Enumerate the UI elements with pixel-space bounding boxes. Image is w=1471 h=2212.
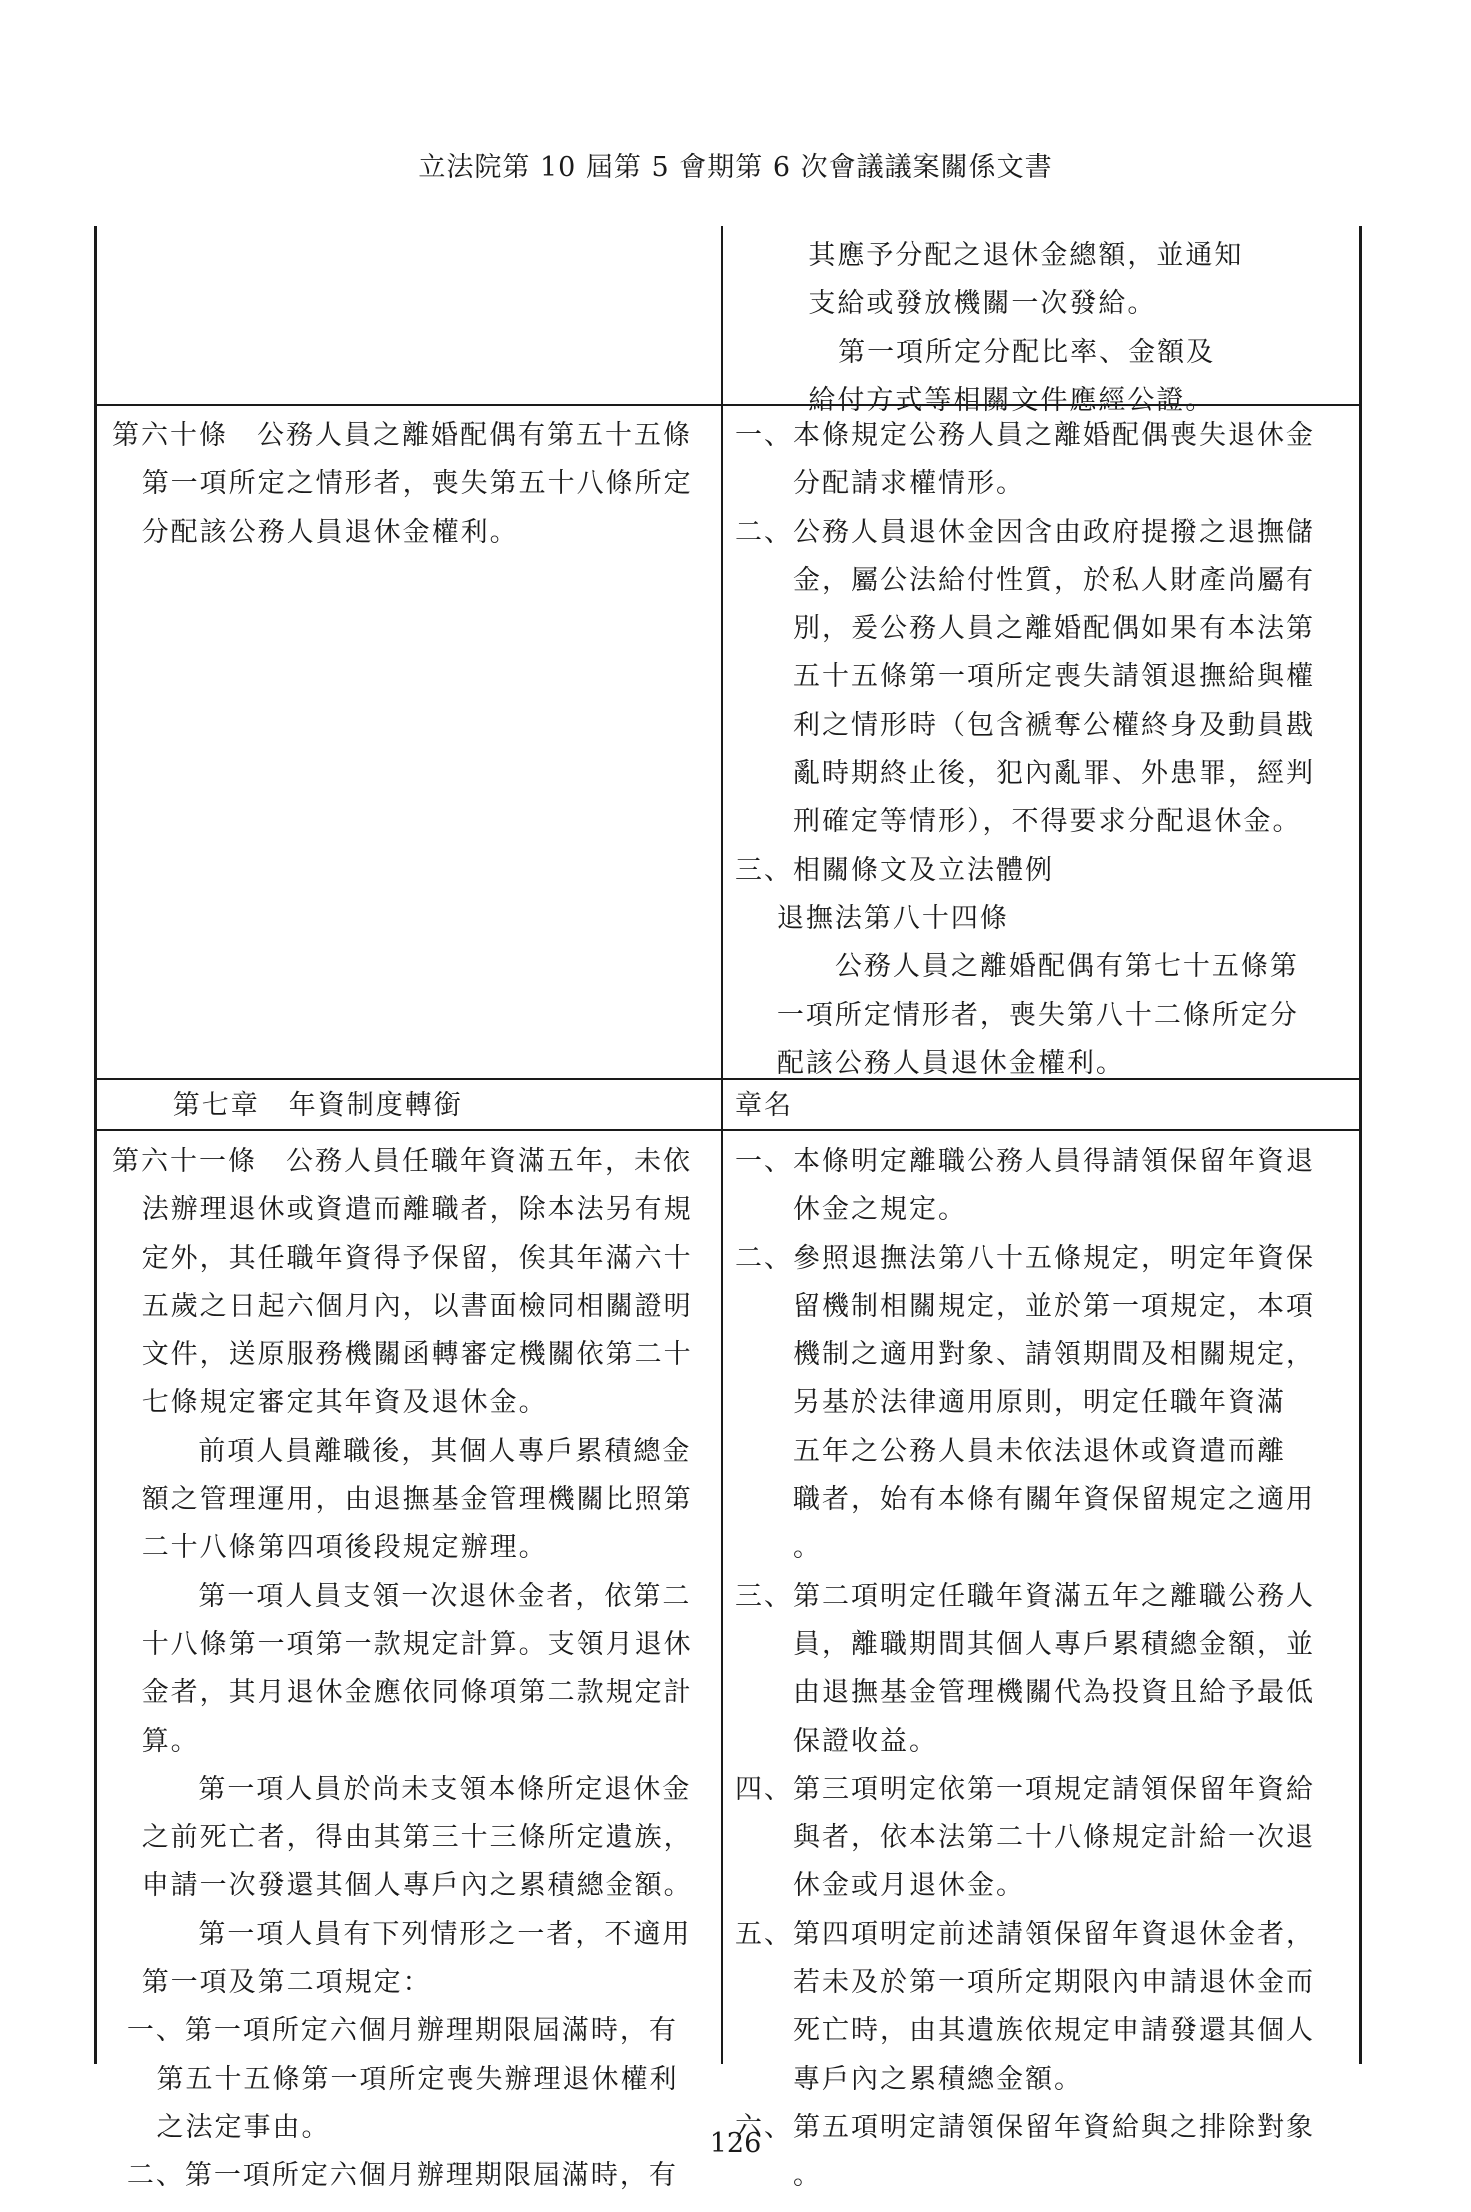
text-line: 休金或月退休金。	[793, 1870, 1026, 1902]
text-line: 五歲之日起六個月內，以書面檢同相關證明	[141, 1290, 693, 1322]
text-line: 職者，始有本條有關年資保留規定之適用	[793, 1484, 1316, 1516]
text-line: 第一項所定之情形者，喪失第五十八條所定	[141, 468, 693, 500]
text-line: 專戶內之累積總金額。	[793, 2063, 1084, 2095]
text-line: 一、本條規定公務人員之離婚配偶喪失退休金	[735, 420, 1315, 451]
text-line: 一項所定情形者，喪失第八十二條所定分	[776, 999, 1299, 1031]
text-line: 由退撫基金管理機關代為投資且給予最低	[793, 1677, 1316, 1709]
text-line: 刑確定等情形），不得要求分配退休金。	[793, 806, 1302, 838]
text-line: 之法定事由。	[156, 2111, 331, 2143]
text-line: 第一項及第二項規定：	[141, 1967, 432, 1999]
text-line: 若未及於第一項所定期限內申請退休金而	[793, 1967, 1316, 1999]
text-line: 分配請求權情形。	[793, 468, 1026, 500]
text-line: 休金之規定。	[793, 1194, 968, 1226]
text-line: 第六十條 公務人員之離婚配偶有第五十五條	[112, 420, 692, 451]
text-line: 第一項人員支領一次退休金者，依第二	[198, 1580, 692, 1612]
text-line: 第五十五條第一項所定喪失辦理退休權利	[156, 2063, 679, 2095]
text-line: 前項人員離職後，其個人專戶累積總金	[198, 1435, 692, 1467]
text-line: 死亡時，由其遺族依規定申請發還其個人	[793, 2015, 1316, 2047]
text-line: 第一項人員有下列情形之一者，不適用	[198, 1918, 692, 1950]
text-line: 二、參照退撫法第八十五條規定，明定年資保	[735, 1242, 1315, 1274]
text-line: 給付方式等相關文件應經公證。	[808, 384, 1215, 416]
text-line: 員，離職期間其個人專戶累積總金額，並	[793, 1628, 1316, 1660]
text-line: 五年之公務人員未依法退休或資遣而離	[793, 1435, 1287, 1467]
text-line: 第六十一條 公務人員任職年資滿五年，未依	[112, 1146, 692, 1177]
text-line: 二十八條第四項後段規定辦理。	[141, 1532, 548, 1564]
table-right-border	[1359, 226, 1362, 2064]
text-line: 退撫法第八十四條	[776, 902, 1009, 934]
text-line: 三、相關條文及立法體例	[735, 854, 1054, 886]
text-line: 公務人員之離婚配偶有第七十五條第	[834, 951, 1299, 983]
text-line: 配該公務人員退休金權利。	[776, 1047, 1125, 1079]
text-line: 第一項所定分配比率、金額及	[838, 336, 1216, 368]
text-line: 第一項人員於尚未支領本條所定退休金	[198, 1773, 692, 1805]
row1-right-cell	[749, 232, 1349, 425]
text-line: 金，屬公法給付性質，於私人財產尚屬有	[793, 564, 1316, 596]
chapter-note-cell	[735, 1082, 1335, 1130]
column-divider	[721, 226, 723, 2064]
text-line: 六、第五項明定請領保留年資給與之排除對象	[735, 2111, 1315, 2143]
text-line: 之前死亡者，得由其第三十三條所定遺族，	[141, 1822, 693, 1854]
page-header: 立法院第 10 屆第 5 會期第 6 次會議議案關係文書	[418, 152, 1053, 183]
text-line: 十八條第一項第一款規定計算。支領月退休	[141, 1628, 693, 1660]
page-number: 126	[709, 2128, 762, 2159]
text-line: 額之管理運用，由退撫基金管理機關比照第	[141, 1484, 693, 1516]
article-61-explanation	[735, 1138, 1355, 2201]
text-line: 一、本條明定離職公務人員得請領保留年資退	[735, 1146, 1315, 1177]
article-60-text	[112, 412, 712, 557]
text-line: 機制之適用對象、請領期間及相關規定，	[793, 1339, 1316, 1371]
text-line: 亂時期終止後，犯內亂罪、外患罪，經判	[793, 758, 1316, 790]
text-line: 分配該公務人員退休金權利。	[141, 516, 519, 548]
text-line: 申請一次發還其個人專戶內之累積總金額。	[141, 1870, 693, 1902]
table-left-border	[94, 226, 97, 2064]
chapter-note: 章名	[735, 1090, 793, 1121]
text-line: 別，爰公務人員之離婚配偶如果有本法第	[793, 613, 1316, 645]
text-line: 其應予分配之退休金總額，並通知	[808, 240, 1244, 271]
text-line: 留機制相關規定，並於第一項規定，本項	[793, 1290, 1316, 1322]
text-line: 金者，其月退休金應依同條項第二款規定計	[141, 1677, 693, 1709]
text-line: 。	[793, 1532, 823, 1564]
text-line: 七條規定審定其年資及退休金。	[141, 1387, 548, 1419]
text-line: 法辦理退休或資遣而離職者，除本法另有規	[141, 1194, 693, 1226]
text-line: 與者，依本法第二十八條規定計給一次退	[793, 1822, 1316, 1854]
text-line: 五十五條第一項所定喪失請領退撫給與權	[793, 661, 1316, 693]
text-line: 一、第一項所定六個月辦理期限屆滿時，有	[126, 2015, 678, 2047]
text-line: 利之情形時（包含褫奪公權終身及動員戡	[793, 709, 1316, 741]
text-line: 支給或發放機關一次發給。	[808, 288, 1157, 320]
text-line: 保證收益。	[793, 1725, 939, 1757]
text-line: 算。	[141, 1725, 200, 1757]
text-line: 文件，送原服務機關函轉審定機關依第二十	[141, 1339, 693, 1371]
text-line: 。	[793, 2160, 823, 2192]
text-line: 二、公務人員退休金因含由政府提撥之退撫儲	[735, 516, 1315, 548]
text-line: 定外，其任職年資得予保留，俟其年滿六十	[141, 1242, 693, 1274]
text-line: 四、第三項明定依第一項規定請領保留年資給	[735, 1773, 1315, 1805]
chapter-title-cell	[112, 1082, 712, 1130]
text-line: 另基於法律適用原則，明定任職年資滿	[793, 1387, 1287, 1419]
text-line: 五、第四項明定前述請領保留年資退休金者，	[735, 1918, 1315, 1950]
text-line: 二、第一項所定六個月辦理期限屆滿時，有	[126, 2160, 678, 2192]
article-61-text	[112, 1138, 712, 2201]
article-60-explanation	[735, 412, 1355, 1088]
text-line: 三、第二項明定任職年資滿五年之離職公務人	[735, 1580, 1315, 1612]
chapter-title: 第七章 年資制度轉銜	[172, 1090, 463, 1121]
